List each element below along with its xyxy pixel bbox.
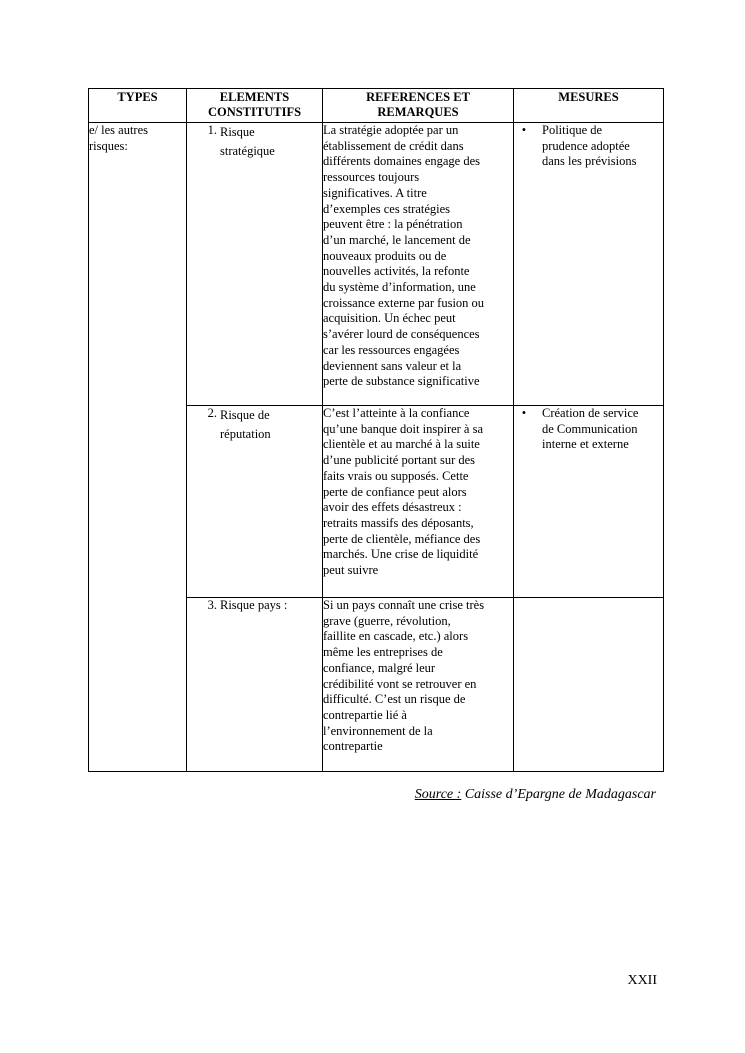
element-label-line: stratégique (220, 144, 275, 158)
measure-cell (514, 406, 664, 598)
type-label-line: risques: (89, 138, 128, 153)
remarks-line: établissement de crédit dans (323, 138, 464, 153)
remarks-line: différents domaines engage des (323, 154, 481, 169)
table-header-row (89, 89, 664, 123)
element-label (217, 123, 275, 161)
measure-cell-empty (514, 598, 664, 772)
remarks-line: significatives. A titre (323, 185, 427, 200)
measure-text (534, 406, 638, 453)
remarks-line: nouveaux produits ou de (323, 248, 447, 263)
remarks-line: peuvent être : la pénétration (323, 217, 463, 232)
element-number: 2. (207, 406, 217, 420)
remarks-cell (323, 123, 514, 406)
measure-cell (514, 123, 664, 406)
header-measures: MESURES (514, 89, 664, 123)
remarks-line: Si un pays connaît une crise très (323, 598, 485, 612)
remarks-line: contrepartie (323, 739, 383, 754)
remarks-line: marchés. Une crise de liquidité (323, 547, 479, 562)
measure-line: Création de service (542, 406, 639, 420)
remarks-line: C’est l’atteinte à la confiance (323, 406, 470, 420)
element-label (217, 406, 271, 444)
element-cell (187, 406, 323, 598)
risk-table (88, 88, 664, 772)
source-text: Caisse d’Epargne de Madagascar (461, 787, 656, 802)
element-number: 3. (207, 598, 217, 612)
remarks-line: clientèle et au marché à la suite (323, 437, 480, 452)
table-row (89, 123, 664, 406)
header-elements (187, 89, 323, 123)
remarks-line: car les ressources engagées (323, 342, 460, 357)
header-elements-line: CONSTITUTIFS (207, 105, 302, 119)
measure-line: interne et externe (542, 437, 629, 452)
remarks-line: du système d’information, une (323, 280, 476, 295)
header-references (323, 89, 514, 123)
type-label-line: e/ les autres (89, 123, 149, 137)
remarks-line: nouvelles activités, la refonte (323, 264, 470, 279)
measure-line: dans les prévisions (542, 154, 637, 169)
remarks-line: faillite en cascade, etc.) alors (323, 629, 469, 644)
element-cell (187, 123, 323, 406)
header-references-line: REFERENCES ET (366, 90, 470, 104)
type-cell (89, 123, 187, 772)
element-label-line: Risque pays : (220, 598, 288, 612)
measure-line: prudence adoptée (542, 138, 630, 153)
measure-text (534, 123, 636, 170)
source-caption (415, 787, 656, 803)
remarks-line: perte de substance significative (323, 374, 480, 389)
remarks-line: acquisition. Un échec peut (323, 311, 456, 326)
remarks-line: difficulté. C’est un risque de (323, 692, 466, 707)
remarks-line: d’exemples ces stratégies (323, 201, 451, 216)
remarks-line: croissance externe par fusion ou (323, 295, 485, 310)
remarks-line: contrepartie lié à (323, 707, 407, 722)
remarks-line: confiance, malgré leur (323, 660, 436, 675)
element-number: 1. (207, 123, 217, 137)
remarks-line: d’une publicité portant sur des (323, 453, 476, 468)
remarks-line: l’environnement de la (323, 723, 433, 738)
remarks-line: s’avérer lourd de conséquences (323, 327, 480, 342)
remarks-line: perte de clientèle, méfiance des (323, 531, 481, 546)
remarks-line: retraits massifs des déposants, (323, 515, 474, 530)
page-number: XXII (627, 973, 657, 988)
remarks-line: crédibilité vont se retrouver en (323, 676, 477, 691)
measure-line: Politique de (542, 123, 603, 137)
remarks-line: deviennent sans valeur et la (323, 358, 462, 373)
remarks-cell (323, 598, 514, 772)
element-label-line: Risque de (220, 408, 270, 422)
bullet-icon: • (521, 123, 527, 137)
remarks-line: avoir des effets désastreux : (323, 500, 462, 515)
header-references-line: REMARQUES (377, 105, 459, 119)
remarks-line: qu’une banque doit inspirer à sa (323, 421, 484, 436)
header-types: TYPES (89, 89, 187, 123)
remarks-line: même les entreprises de (323, 645, 443, 660)
header-elements-line: ELEMENTS (219, 90, 290, 104)
element-label (217, 598, 287, 614)
remarks-line: peut suivre (323, 563, 379, 578)
measure-line: de Communication (542, 421, 638, 436)
element-label-line: réputation (220, 427, 271, 441)
remarks-line: grave (guerre, révolution, (323, 613, 451, 628)
element-label-line: Risque (220, 125, 255, 139)
remarks-line: d’un marché, le lancement de (323, 232, 471, 247)
bullet-icon: • (521, 406, 527, 420)
source-label: Source : (414, 787, 462, 802)
element-cell (187, 598, 323, 772)
remarks-line: ressources toujours (323, 170, 420, 185)
remarks-line: perte de confiance peut alors (323, 484, 467, 499)
remarks-cell (323, 406, 514, 598)
remarks-line: faits vrais ou supposés. Cette (323, 468, 469, 483)
remarks-line: La stratégie adoptée par un (323, 123, 459, 137)
